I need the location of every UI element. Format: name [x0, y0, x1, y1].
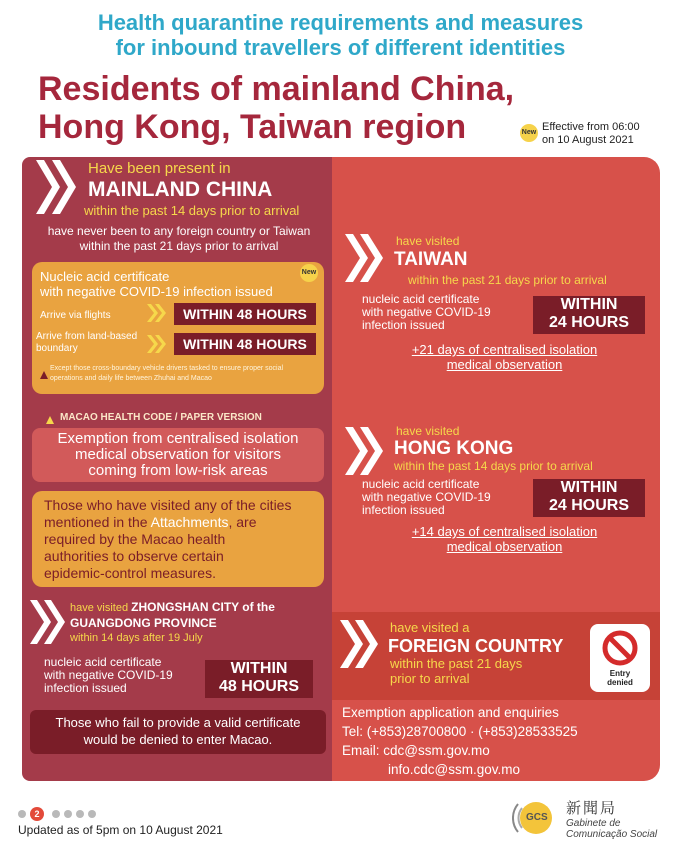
foreign-period-line1: within the past 21 days	[390, 656, 523, 671]
taiwan-iso-line1: +21 days of centralised isolation	[411, 342, 598, 357]
new-badge-icon: New	[300, 264, 318, 282]
taiwan-cert-line2: with negative COVID-19	[362, 305, 491, 319]
warning-icon	[40, 366, 48, 384]
header-title-line2: for inbound travellers of different identities	[115, 35, 566, 60]
taiwan-cert-line1: nucleic acid certificate	[362, 292, 480, 306]
subject-title-line1: Residents of mainland China,	[38, 70, 515, 108]
exempt-line3: coming from low-risk areas	[88, 462, 268, 479]
contact-email[interactable]: Email: cdc@ssm.gov.mo	[342, 743, 490, 758]
taiwan-within-line2: 24 HOURS	[548, 314, 630, 331]
effective-line1: Effective from 06:00	[542, 121, 640, 133]
chevron-right-icon	[338, 618, 384, 670]
land-label	[36, 331, 137, 355]
foreign-pre: have visited a	[390, 620, 470, 635]
effective-line2: on 10 August 2021	[542, 134, 634, 146]
chevron-right-icon	[34, 158, 80, 216]
zhongshan-within-line1: WITHIN	[230, 660, 288, 677]
page-dot[interactable]	[52, 810, 60, 818]
chevron-right-icon	[343, 425, 389, 477]
hongkong-cert-line3: infection issued	[362, 503, 445, 517]
logo-line1: Gabinete de	[566, 818, 621, 829]
mainland-period: within the past 14 days prior to arrival	[84, 203, 300, 218]
hongkong-cert	[362, 478, 491, 517]
triangle-icon	[46, 411, 54, 429]
cities-line1: Those who have visited any of the cities	[44, 497, 292, 513]
chevron-right-icon	[28, 598, 70, 646]
chevron-right-icon	[146, 333, 168, 355]
land-value: WITHIN 48 HOURS	[174, 333, 316, 355]
zhongshan-within-line2: 48 HOURS	[218, 678, 300, 695]
fail-line2: would be denied to enter Macao.	[83, 732, 273, 747]
cities-line4: authorities to observe certain	[44, 548, 224, 564]
updated-text: Updated as of 5pm on 10 August 2021	[18, 823, 223, 837]
exempt-line1: Exemption from centralised isolation	[57, 430, 299, 447]
fail-text	[30, 714, 326, 748]
entry-denied-line1: Entry	[609, 669, 631, 678]
subject-title-line2: Hong Kong, Taiwan region	[38, 108, 467, 146]
hongkong-within-line2: 24 HOURS	[548, 497, 630, 514]
mainland-cert-line1: Nucleic acid certificate	[40, 269, 170, 284]
hongkong-iso-line1: +14 days of centralised isolation	[411, 524, 598, 539]
hongkong-pre: have visited	[396, 424, 460, 438]
fail-line1: Those who fail to provide a valid certificate	[55, 715, 301, 730]
taiwan-iso-line2: medical observation	[446, 357, 563, 372]
cities-line3: required by the Macao health	[44, 531, 226, 547]
taiwan-within-line1: WITHIN	[560, 296, 618, 313]
hongkong-iso-line2: medical observation	[446, 539, 563, 554]
entry-denied-label	[590, 669, 650, 687]
taiwan-within	[533, 296, 645, 334]
taiwan-cert-line3: infection issued	[362, 318, 445, 332]
taiwan-isolation	[362, 342, 647, 372]
entry-denied-line2: denied	[607, 678, 633, 687]
no-entry-icon	[601, 629, 639, 667]
zhongshan-cert-line2: with negative COVID-19	[44, 668, 173, 682]
logo-text	[566, 818, 657, 840]
cities-line2-post: , are	[228, 514, 257, 530]
subject-title	[38, 70, 514, 146]
chevron-right-icon	[146, 302, 168, 324]
logo-line2: Comunicação Social	[566, 829, 658, 840]
zhongshan-within	[205, 660, 313, 698]
exemption-text	[32, 431, 324, 479]
zhongshan-cert-line1: nucleic acid certificate	[44, 655, 162, 669]
except-line2: operations and daily life between Zhuhai and Macao	[50, 375, 212, 382]
land-label-line1: Arrive from land-based	[36, 331, 138, 342]
zhongshan-period: within 14 days after 19 July	[70, 632, 203, 644]
cities-line5: epidemic-control measures.	[44, 565, 216, 581]
attachments-link[interactable]: Attachments	[150, 514, 229, 530]
logo-chinese: 新聞局	[566, 799, 618, 817]
header-title-line1: Health quarantine requirements and measures	[97, 10, 584, 35]
taiwan-pre: have visited	[396, 234, 460, 248]
zhongshan-heading	[70, 600, 320, 646]
mainland-pre: Have been present in	[88, 160, 231, 177]
contact-email2[interactable]: info.cdc@ssm.gov.mo	[388, 762, 520, 777]
gcs-logo-initials: GCS	[526, 812, 548, 823]
page-indicator	[18, 805, 100, 823]
taiwan-period: within the past 21 days prior to arrival	[408, 273, 607, 287]
gcs-logo-icon	[512, 796, 556, 840]
mainland-note-line1: have never been to any foreign country or Taiwan	[47, 224, 311, 238]
foreign-period-line2: prior to arrival	[390, 671, 470, 686]
zhongshan-cert	[44, 656, 173, 695]
flights-label: Arrive via flights	[40, 310, 111, 321]
hongkong-place: HONG KONG	[394, 438, 514, 459]
contact-heading: Exemption application and enquiries	[342, 705, 559, 720]
zhongshan-place-line1: ZHONGSHAN CITY of the	[131, 600, 275, 614]
mainland-place: MAINLAND CHINA	[88, 178, 273, 201]
zhongshan-place-line2: GUANGDONG PROVINCE	[70, 616, 217, 630]
page-dot[interactable]	[64, 810, 72, 818]
hongkong-isolation	[362, 524, 647, 554]
except-line1: Except those cross-boundary vehicle drivers tasked to ensure proper social	[50, 365, 284, 372]
mainland-note-line2: within the past 21 days prior to arrival	[79, 239, 279, 253]
cities-text	[44, 497, 291, 582]
except-note	[50, 364, 283, 384]
land-label-line2: boundary	[36, 343, 78, 354]
contact-block	[342, 703, 578, 779]
mainland-note	[44, 224, 314, 254]
cities-line2	[44, 514, 291, 531]
zhongshan-cert-line3: infection issued	[44, 681, 127, 695]
flights-value: WITHIN 48 HOURS	[174, 303, 316, 325]
effective-date	[542, 121, 640, 147]
health-code: MACAO HEALTH CODE / PAPER VERSION	[60, 412, 262, 423]
hongkong-period: within the past 14 days prior to arrival	[394, 459, 593, 473]
taiwan-cert	[362, 293, 491, 332]
taiwan-place: TAIWAN	[394, 249, 468, 270]
hongkong-within-line1: WITHIN	[560, 479, 618, 496]
foreign-period	[390, 656, 522, 686]
exempt-line2: medical observation for visitors	[75, 446, 281, 463]
entry-denied-card	[590, 624, 650, 692]
page-dot[interactable]	[88, 810, 96, 818]
page-dot[interactable]	[76, 810, 84, 818]
chevron-right-icon	[343, 232, 389, 284]
zhongshan-pre: have visited	[70, 602, 132, 614]
page-dot-current[interactable]: 2	[30, 807, 44, 821]
mainland-cert-line2: with negative COVID-19 infection issued	[40, 284, 273, 299]
mainland-cert-text	[40, 269, 273, 299]
hongkong-cert-line1: nucleic acid certificate	[362, 477, 480, 491]
header-title	[0, 10, 681, 60]
hongkong-within	[533, 479, 645, 517]
page-dot[interactable]	[18, 810, 26, 818]
contact-tel[interactable]: Tel: (+853)28700800 · (+853)28533525	[342, 724, 578, 739]
hongkong-cert-line2: with negative COVID-19	[362, 490, 491, 504]
cities-line2-pre: mentioned in the	[44, 514, 151, 530]
new-badge-icon: New	[520, 124, 538, 142]
foreign-place: FOREIGN COUNTRY	[388, 636, 564, 656]
